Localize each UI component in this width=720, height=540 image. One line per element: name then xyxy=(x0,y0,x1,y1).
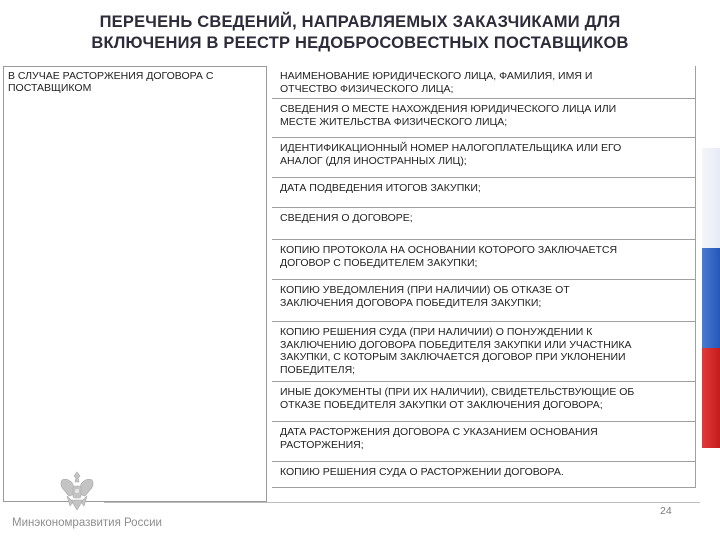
item-line: КОПИЮ РЕШЕНИЯ СУДА (ПРИ НАЛИЧИИ) О ПОНУЖДЕНИИ К xyxy=(280,326,593,338)
condition-line: ПОСТАВЩИКОМ xyxy=(8,82,92,94)
condition-line: В СЛУЧАЕ РАСТОРЖЕНИЯ ДОГОВОРА С xyxy=(8,70,214,82)
list-item xyxy=(272,138,696,178)
flag-blue-band xyxy=(702,248,720,348)
item-line: НАИМЕНОВАНИЕ ЮРИДИЧЕСКОГО ЛИЦА, ФАМИЛИЯ, ИМЯ И xyxy=(280,70,593,82)
list-item xyxy=(272,240,696,280)
page-number: 24 xyxy=(660,505,672,517)
list-item xyxy=(272,382,696,422)
item-line: АНАЛОГ (ДЛЯ ИНОСТРАННЫХ ЛИЦ); xyxy=(280,154,467,167)
page-title xyxy=(40,12,680,54)
item-line: СВЕДЕНИЯ О МЕСТЕ НАХОЖДЕНИЯ ЮРИДИЧЕСКОГО ЛИЦА ИЛИ xyxy=(280,103,617,115)
list-item xyxy=(272,178,696,208)
item-line: ДАТА ПОДВЕДЕНИЯ ИТОГОВ ЗАКУПКИ; xyxy=(280,182,481,194)
coat-of-arms-icon xyxy=(54,466,100,516)
item-line: ЗАКЛЮЧЕНИЯ ДОГОВОРА ПОБЕДИТЕЛЯ ЗАКУПКИ; xyxy=(280,296,542,309)
item-line: ДОГОВОР С ПОБЕДИТЕЛЕМ ЗАКУПКИ; xyxy=(280,256,478,269)
item-line: ЗАКУПКИ, С КОТОРЫМ ЗАКЛЮЧАЕТСЯ ДОГОВОР ПРИ УКЛОНЕНИИ xyxy=(280,351,626,363)
item-line: ДАТА РАСТОРЖЕНИЯ ДОГОВОРА С УКАЗАНИЕМ ОСНОВАНИЯ xyxy=(280,426,598,438)
title-line: ПЕРЕЧЕНЬ СВЕДЕНИЙ, НАПРАВЛЯЕМЫХ ЗАКАЗЧИКАМИ ДЛЯ xyxy=(99,13,621,31)
item-line: ИНЫЕ ДОКУМЕНТЫ (ПРИ ИХ НАЛИЧИИ), СВИДЕТЕЛЬСТВУЮЩИЕ ОБ xyxy=(280,386,635,398)
item-line: ПОБЕДИТЕЛЯ; xyxy=(280,363,356,376)
title-line: ВКЛЮЧЕНИЯ В РЕЕСТР НЕДОБРОСОВЕСТНЫХ ПОСТАВЩИКОВ xyxy=(91,34,629,52)
item-line: СВЕДЕНИЯ О ДОГОВОРЕ; xyxy=(280,212,413,224)
flag-white-band xyxy=(702,148,720,248)
ministry-name: Минэкономразвития России xyxy=(12,517,162,529)
item-line: КОПИЮ РЕШЕНИЯ СУДА О РАСТОРЖЕНИИ ДОГОВОРА. xyxy=(280,466,564,478)
item-line: ОТЧЕСТВО ФИЗИЧЕСКОГО ЛИЦА; xyxy=(280,82,454,95)
list-item xyxy=(272,280,696,322)
list-item xyxy=(272,462,696,488)
item-line: МЕСТЕ ЖИТЕЛЬСТВА ФИЗИЧЕСКОГО ЛИЦА; xyxy=(280,115,508,128)
list-item xyxy=(272,66,696,99)
russian-flag-stripe xyxy=(702,148,720,448)
list-item xyxy=(272,208,696,240)
item-line: РАСТОРЖЕНИЯ; xyxy=(280,438,364,451)
footer-divider xyxy=(104,502,700,503)
list-item xyxy=(272,99,696,138)
item-line: КОПИЮ ПРОТОКОЛА НА ОСНОВАНИИ КОТОРОГО ЗАКЛЮЧАЕТСЯ xyxy=(280,244,618,256)
flag-red-band xyxy=(702,348,720,448)
condition-text xyxy=(4,67,266,97)
item-line: ИДЕНТИФИКАЦИОННЫЙ НОМЕР НАЛОГОПЛАТЕЛЬЩИКА ИЛИ ЕГО xyxy=(280,142,622,154)
item-line: КОПИЮ УВЕДОМЛЕНИЯ (ПРИ НАЛИЧИИ) ОБ ОТКАЗЕ ОТ xyxy=(280,284,570,296)
condition-panel xyxy=(3,66,267,502)
item-line: ЗАКЛЮЧЕНИЮ ДОГОВОРА ПОБЕДИТЕЛЯ ЗАКУПКИ ИЛИ УЧАСТНИКА xyxy=(280,338,632,351)
list-item xyxy=(272,322,696,382)
item-line: ОТКАЗЕ ПОБЕДИТЕЛЯ ЗАКУПКИ ОТ ЗАКЛЮЧЕНИЯ ДОГОВОРА; xyxy=(280,398,603,411)
list-item xyxy=(272,422,696,462)
